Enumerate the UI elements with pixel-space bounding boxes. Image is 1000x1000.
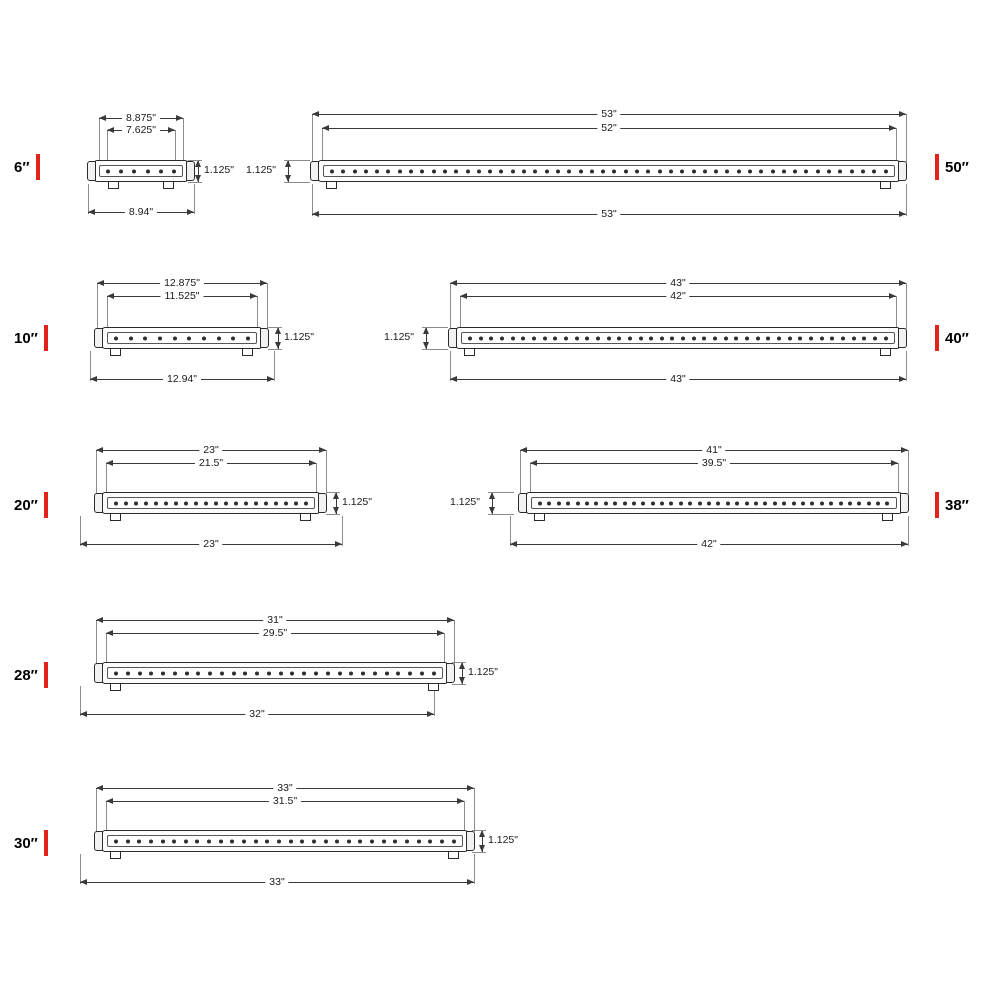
mounting-bracket	[464, 349, 475, 356]
accent-bar	[44, 662, 48, 688]
extension-line	[183, 118, 184, 162]
end-cap-left	[87, 161, 96, 181]
end-cap-right	[898, 161, 907, 181]
dimension-label-top-inner: 11.525"	[160, 290, 203, 302]
led	[159, 169, 163, 173]
extension-line	[342, 516, 343, 546]
extension-line	[257, 296, 258, 329]
accent-bar	[44, 830, 48, 856]
size-label-text: 50″	[945, 158, 969, 176]
size-label-30in	[14, 830, 48, 856]
mounting-bracket	[110, 514, 121, 521]
led-row	[538, 501, 890, 506]
dimension-label-bottom: 33"	[265, 876, 288, 888]
size-label-40in	[935, 325, 969, 351]
extension-line	[188, 182, 202, 183]
accent-bar	[36, 154, 40, 180]
extension-line	[898, 463, 899, 494]
dimension-label-height: 1.125"	[284, 331, 315, 343]
dimension-line-height	[426, 327, 427, 349]
end-cap-right	[318, 493, 327, 513]
extension-line	[472, 830, 486, 831]
extension-line	[488, 514, 514, 515]
dimension-line-height	[336, 492, 337, 514]
end-cap-right	[466, 831, 475, 851]
extension-line	[99, 118, 100, 162]
extension-line	[284, 160, 310, 161]
dimension-label-bottom: 32"	[245, 708, 268, 720]
dimension-label-bottom: 53"	[597, 208, 620, 220]
dimension-label-height: 1.125"	[342, 496, 373, 508]
extension-line	[97, 283, 98, 329]
extension-line	[474, 854, 475, 884]
end-cap-right	[186, 161, 195, 181]
extension-line	[472, 852, 486, 853]
extension-line	[520, 450, 521, 494]
light-bar-lens	[107, 497, 315, 509]
extension-line	[422, 327, 448, 328]
dimension-label-bottom: 43"	[666, 373, 689, 385]
extension-line	[908, 450, 909, 494]
extension-line	[106, 633, 107, 664]
mounting-bracket	[448, 852, 459, 859]
end-cap-left	[518, 493, 527, 513]
led-row	[114, 501, 308, 506]
mounting-bracket	[326, 182, 337, 189]
dimension-label-top-outer: 43"	[666, 277, 689, 289]
mounting-bracket	[880, 349, 891, 356]
light-bar-housing	[456, 327, 900, 349]
dimension-label-top-inner: 52"	[597, 122, 620, 134]
size-label-10in	[14, 325, 48, 351]
end-cap-right	[900, 493, 909, 513]
extension-line	[906, 283, 907, 329]
size-label-text: 38″	[945, 496, 969, 514]
extension-line	[326, 450, 327, 494]
extension-line	[267, 283, 268, 329]
extension-line	[106, 801, 107, 832]
dimension-line-height	[198, 160, 199, 182]
extension-line	[906, 184, 907, 216]
led	[119, 169, 123, 173]
extension-line	[326, 514, 340, 515]
dimension-label-top-inner: 42"	[666, 290, 689, 302]
extension-line	[896, 296, 897, 329]
end-cap-left	[94, 493, 103, 513]
extension-line	[450, 283, 451, 329]
extension-line	[316, 463, 317, 494]
dimension-label-top-outer: 31"	[263, 614, 286, 626]
size-label-text: 6″	[14, 158, 30, 176]
dimension-label-bottom: 12.94"	[163, 373, 201, 385]
dimension-label-height: 1.125"	[488, 834, 519, 846]
led-row	[114, 336, 250, 341]
extension-line	[488, 492, 514, 493]
led	[146, 169, 150, 173]
size-label-38in	[935, 492, 969, 518]
extension-line	[284, 182, 310, 183]
extension-line	[460, 296, 461, 329]
mounting-bracket	[110, 852, 121, 859]
extension-line	[274, 351, 275, 381]
end-cap-right	[898, 328, 907, 348]
accent-bar	[44, 325, 48, 351]
light-bar-lens	[107, 667, 443, 679]
dimension-label-top-outer: 8.875"	[122, 112, 160, 124]
light-bar-housing	[94, 160, 188, 182]
mounting-bracket	[882, 514, 893, 521]
extension-line	[326, 492, 340, 493]
led	[172, 169, 176, 173]
dimension-label-top-outer: 33"	[273, 782, 296, 794]
light-bar-housing	[102, 492, 320, 514]
extension-line	[268, 349, 282, 350]
mounting-bracket	[880, 182, 891, 189]
end-cap-left	[94, 328, 103, 348]
size-label-text: 30″	[14, 834, 38, 852]
extension-line	[194, 184, 195, 214]
mounting-bracket	[110, 349, 121, 356]
light-bar-lens	[531, 497, 897, 509]
extension-line	[906, 351, 907, 381]
accent-bar	[935, 325, 939, 351]
size-label-text: 10″	[14, 329, 38, 347]
light-bar-lens	[107, 835, 463, 847]
extension-line	[422, 349, 448, 350]
mounting-bracket	[108, 182, 119, 189]
dimension-label-height: 1.125"	[204, 164, 235, 176]
light-bar-housing	[526, 492, 902, 514]
end-cap-left	[310, 161, 319, 181]
mounting-bracket	[428, 684, 439, 691]
extension-line	[452, 684, 466, 685]
light-bar-lens	[99, 165, 183, 177]
dimension-line-height	[278, 327, 279, 349]
dimension-label-top-outer: 41"	[702, 444, 725, 456]
mounting-bracket	[163, 182, 174, 189]
size-label-28in	[14, 662, 48, 688]
dimension-label-bottom: 23"	[199, 538, 222, 550]
extension-line	[464, 801, 465, 832]
end-cap-left	[448, 328, 457, 348]
dimension-label-top-outer: 12.875"	[160, 277, 204, 289]
dimension-label-top-inner: 7.625"	[122, 124, 160, 136]
light-bar-lens	[107, 332, 257, 344]
extension-line	[268, 327, 282, 328]
dimension-label-height: 1.125"	[468, 666, 499, 678]
extension-line	[474, 788, 475, 832]
dimension-label-top-outer: 23"	[199, 444, 222, 456]
light-bar-lens	[461, 332, 895, 344]
dimension-label-bottom: 8.94"	[125, 206, 157, 218]
light-bar-housing	[102, 830, 468, 852]
extension-line	[188, 160, 202, 161]
size-label-text: 40″	[945, 329, 969, 347]
dimension-label-top-inner: 29.5"	[259, 627, 291, 639]
led-row	[330, 169, 888, 174]
size-label-text: 28″	[14, 666, 38, 684]
end-cap-right	[446, 663, 455, 683]
dimension-label-top-outer: 53"	[597, 108, 620, 120]
extension-line	[312, 114, 313, 162]
accent-bar	[935, 492, 939, 518]
end-cap-right	[260, 328, 269, 348]
accent-bar	[44, 492, 48, 518]
led	[106, 169, 110, 173]
extension-line	[175, 130, 176, 162]
extension-line	[107, 296, 108, 329]
dimension-label-height: 1.125"	[246, 164, 277, 176]
accent-bar	[935, 154, 939, 180]
extension-line	[96, 788, 97, 832]
light-bar-housing	[102, 662, 448, 684]
dimension-label-top-inner: 21.5"	[195, 457, 227, 469]
led-row	[106, 169, 176, 174]
size-label-6in	[14, 154, 40, 180]
extension-line	[96, 620, 97, 664]
led-row	[468, 336, 888, 341]
mounting-bracket	[300, 514, 311, 521]
extension-line	[107, 130, 108, 162]
dimension-line-height	[462, 662, 463, 684]
extension-line	[444, 633, 445, 664]
size-label-20in	[14, 492, 48, 518]
extension-line	[106, 463, 107, 494]
led-row	[114, 839, 456, 844]
extension-line	[908, 516, 909, 546]
extension-line	[530, 463, 531, 494]
light-bar-housing	[318, 160, 900, 182]
light-bar-lens	[323, 165, 895, 177]
extension-line	[906, 114, 907, 162]
size-label-50in	[935, 154, 969, 180]
mounting-bracket	[110, 684, 121, 691]
end-cap-left	[94, 831, 103, 851]
dimension-label-height: 1.125"	[384, 331, 415, 343]
extension-line	[454, 620, 455, 664]
extension-line	[96, 450, 97, 494]
dimension-label-top-inner: 31.5"	[269, 795, 301, 807]
dimension-label-height: 1.125"	[450, 496, 481, 508]
led	[132, 169, 136, 173]
end-cap-left	[94, 663, 103, 683]
dimension-line-height	[482, 830, 483, 852]
light-bar-housing	[102, 327, 262, 349]
extension-line	[452, 662, 466, 663]
size-label-text: 20″	[14, 496, 38, 514]
led-row	[114, 671, 436, 676]
dimension-line-height	[492, 492, 493, 514]
extension-line	[896, 128, 897, 162]
mounting-bracket	[534, 514, 545, 521]
dimension-line-height	[288, 160, 289, 182]
extension-line	[322, 128, 323, 162]
dimension-label-top-inner: 39.5"	[698, 457, 730, 469]
mounting-bracket	[242, 349, 253, 356]
dimension-label-bottom: 42"	[697, 538, 720, 550]
